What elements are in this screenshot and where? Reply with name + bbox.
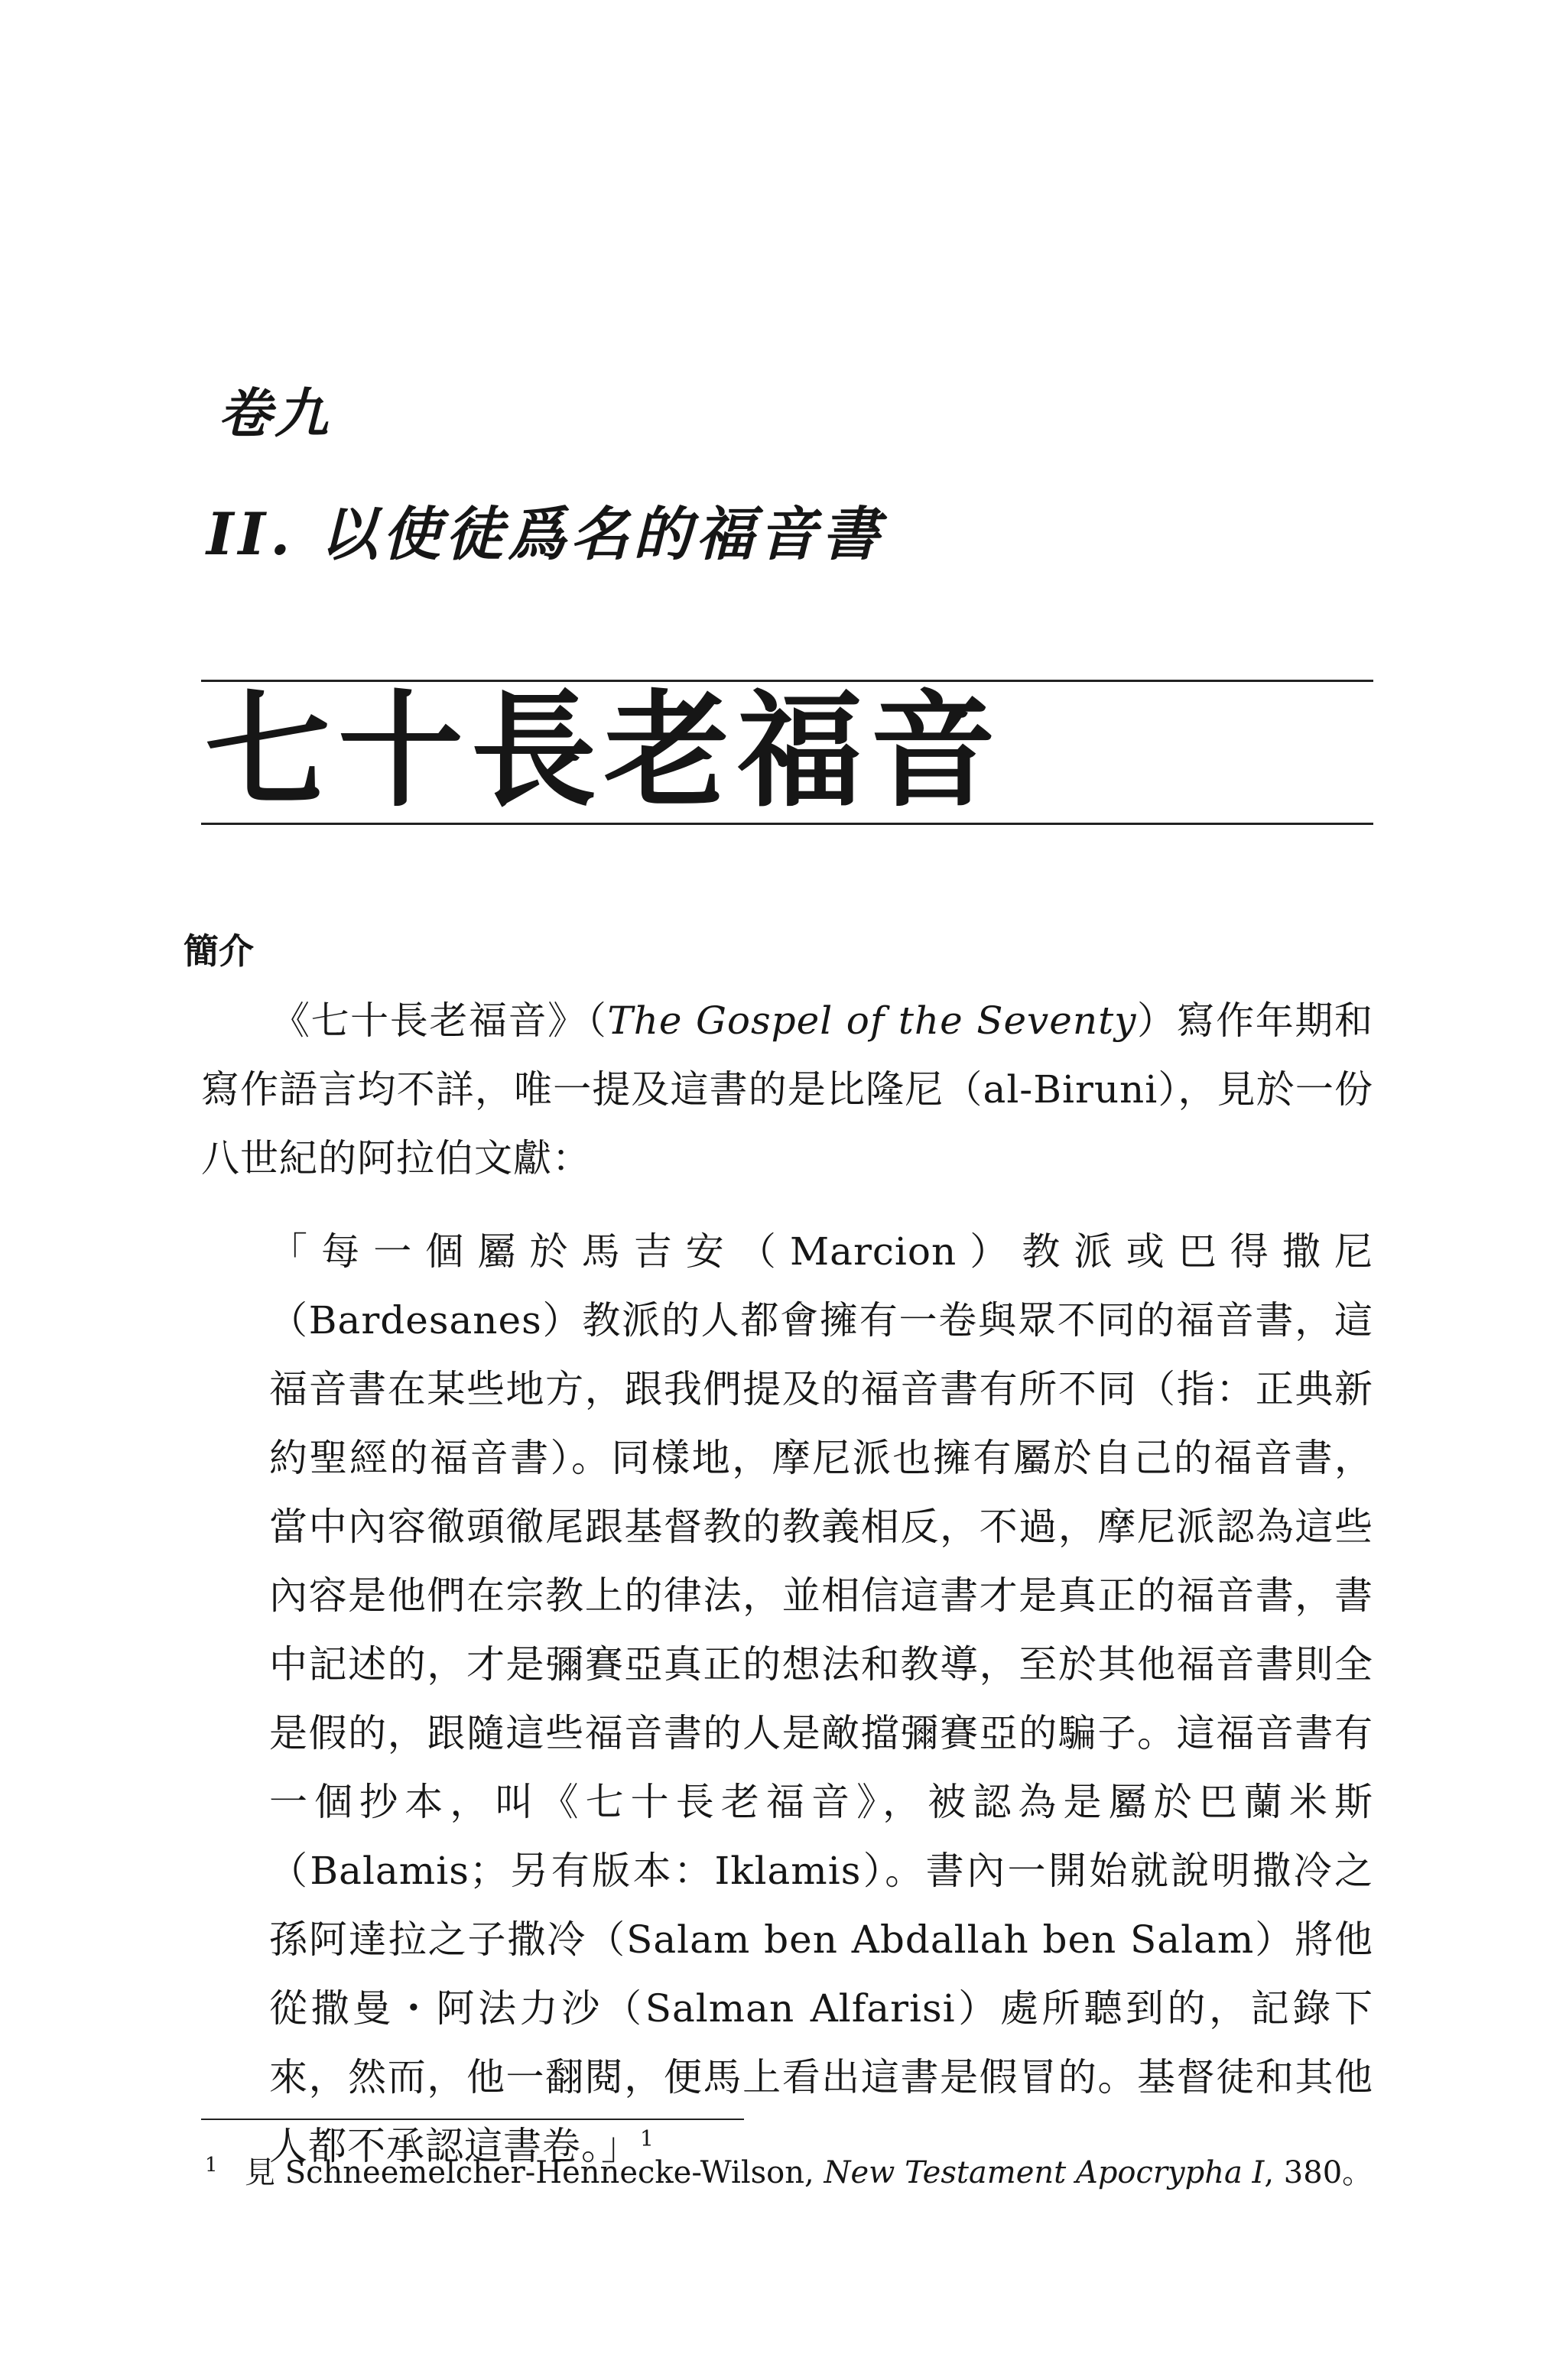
intro-heading: 簡介 — [184, 930, 254, 972]
footnote-prefix: 見 Schneemelcher-Hennecke-Wilson, — [245, 2155, 824, 2190]
footnote-suffix: , 380。 — [1264, 2155, 1373, 2190]
intro-text-open: 《七十長老福音》（ — [271, 998, 608, 1043]
section-heading: II. 以使徒爲名的福音書 — [206, 500, 885, 568]
intro-english-title: The Gospel of the Seventy — [607, 998, 1137, 1043]
page-title: 七十長老福音 — [205, 678, 1004, 824]
footnote-divider — [201, 2119, 744, 2120]
footnote-reference[interactable]: 1 — [640, 2125, 655, 2151]
block-quote — [269, 1217, 1373, 2180]
title-bottom-rule — [201, 823, 1373, 825]
quote-text: 「每一個屬於馬吉安（Marcion）教派或巴得撒尼（Bardesanes）教派的人都會擁有一卷與眾不同的福音書，這福音書在某些地方，跟我們提及的福音書有所不同（指：正典新約聖經的福音書）。同樣地，摩尼派也擁有屬於自己的福音書，當中內容徹頭徹尾跟基督教的教義相反，不過，摩尼派認為這些內容是他們在宗教上的律法，並相信這書才是真正的福音書，書中記述的，才是彌賽亞真正的想法和教導，至於其他福音書則全是假的，跟隨這些福音書的人是敵擋彌賽亞的騙子。這福音書有一個抄本，叫《七十長老福音》，被認為是屬於巴蘭米斯（Balamis；另有版本：Iklamis）。書內一開始就說明撒冷之孫阿達拉之子撒冷（Salam ben Abdallah ben Salam）將他從撒曼・阿法力沙（Salman Alfarisi）處所聽到的，記錄下來，然而，他一翻閱，便馬上看出這書是假冒的。基督徒和其他人都不承認這書卷。」 — [269, 1229, 1373, 2168]
intro-text-rest: ）寫作年期和寫作語言均不詳，唯一提及這書的是比隆尼（al-Biruni），見於一份八世紀的阿拉伯文獻： — [201, 998, 1373, 1180]
footnote — [205, 2150, 1382, 2196]
footnote-number: 1 — [205, 2154, 218, 2177]
footnote-book-title: New Testament Apocrypha I — [824, 2155, 1265, 2190]
intro-paragraph — [201, 986, 1373, 1193]
volume-label: 卷九 — [218, 382, 331, 445]
